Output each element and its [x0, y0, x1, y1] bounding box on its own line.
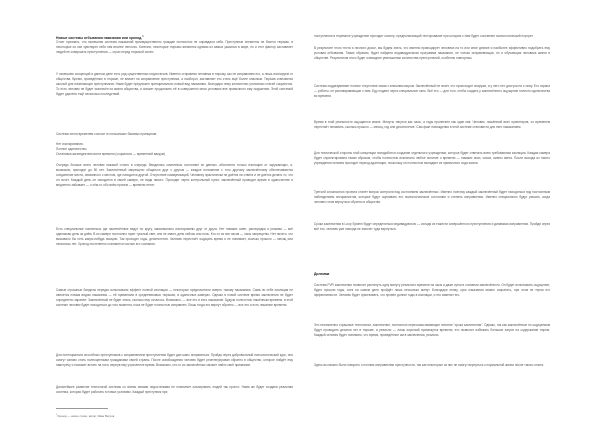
paragraph: Третьей сложностью проекта станет вопрос контроля над состоянием заключённых. Именно поэтому каждый заключённый будет находиться под постоянным наблюдением специалистов, которые будут оценивать его психологическое состояние и степень исправления. Именно специалисты будут решать, когда человек готов вернуться обратно в общество.: [314, 190, 550, 205]
paragraph: поступлении в тюремное учреждение проходит осмотр, предполагающий тестирование при котором с ним будет составлен психологический портрет.: [314, 34, 534, 38]
list-item: Нет изолирования.: [56, 142, 84, 146]
paragraph: Система легли временем состоит из нескольких базовых принципов.: [56, 132, 158, 136]
paragraph: У нынешних концепций в данном деле есть ряд существенных недостатков. Именно отправляя человека в тюрьму, мы не исправляем его, а лишь изолируем от общества. Время, проведённое в тюрьме, не влияет на исправление преступника, а наоборот, заставляет его стать ещё более опасным. Тюрьма становится школой для начинающих преступников. Нами будет предложен принципиально новый вид наказания, благодаря чему количество уголовных статей сократится. То есть человек не будет исключён из жизни общества, а сможет продолжить её в совершенно иных условиях вне привычного ему окружения. Этой системой будет удалено ещё несколько последствий.: [56, 72, 293, 97]
paragraph: Это несомненно страшные технологии, заключение, полностью переосмысливающие понятие "срока заключения". Однако, так как заключённые по ощущениям будут проводить десятки лет в тюрьме, а реально — лишь короткий промежуток времени, это позволит избежать больших затрат на содержание тюрем. Каждый человек будет понимать, что время, проведённое им в заключении, реально.: [314, 323, 550, 338]
list-item: Остановка жизнедеятельности времени (социально — временной вакуум): [56, 152, 165, 156]
paragraph: Система подразумевает полное отсутствие связи с внешним миром. Заключённый не знает, что происходит снаружи, и у него нет доступа ни к чему. Его охрана — роботы, не разговаривающие с ним. Еду подают через специальное окно. Всё это — для того, чтобы создать у заключённого ощущение полного одиночества во времени.: [314, 84, 550, 99]
paragraph: Очередь больше всего человек никакой стоять в очереди. Вводились комплексы состояние их данных, абсолютно только изоляцию от окружающих, и, возможно, приходят до 50 лет. Заключённый запрещено общаться друг с другом — каждое положение с того другому заключённому обеспечиваются соединение места, связанного с местом, где находится другой. Отсутствие коммуникаций. Человеку практически не даётся ни ответа и не даётся делать то, что он хочет. Каждый день он находится в своей камере, не видя никого. Проходят через контрольный пункт, заключённый проводит время в одиночестве и медленно забывает — о чём-то обо всём прочем — времени летит.: [56, 163, 293, 188]
paragraph: Самые страшные бандиты нередко испытывали эффект полной изоляции — некоторые предпочитали смерть такому наказанию. Сама по себе изоляция не является новым видом наказания — её применяли в средневековых тюрьмах, в одиночных камерах. Однако в новой системе время заключения не будет определено заранее. Заключённый не будет знать, сколько ему осталось. Возможно, — все это и есть наказание. Будучи полностью лишённым времени, в этой системе человек будет находиться до того момента, пока не будет полностью исправлен. Лишь тогда его вернут обратно — все это и есть лишение времени.: [56, 288, 293, 308]
paragraph: В результате этого теста и личного досье, мы будем знать, что именно провоцирует человека на то или иное деяние и наиболее эффективно подобрать ему условия отбывания. Таким образом, будет найдена индивидуальная программа наказания, не только исправляющая, но и обучающая человека жизни в обществе. Результатом этого будет очевидное уменьшение количества преступлений, особенно повторных.: [314, 46, 550, 61]
footnote: $^1$Хронод — новое слово, автор: Иван Ветров: [56, 413, 115, 418]
paragraph: Стоит признать, что нынешняя система наказаний преимущественно граждан полностью не оправдала себя. Преступные элементы не боятся тюрьмы, в некоторые из них чувствуют себя там вполне неплохо. Конечно, некоторые тюрьмы являются одними из самых ужасных в мире, но и этот фактор заставляет людей не совершать преступления — страх перед тюрьмой силен.: [56, 40, 293, 55]
paragraph: Для потенциально способных преступников с исправлением преступления будет дан шанс исправиться. Пройдя через добровольный психологический курс, они смогут заново стать полноценными гражданами своей страны. После освобождения человек будет реинтегрирован обратно в общество, которое пойдёт ему навстречу и поможет встать на ноги, вернув ему утраченное время. Возможно, кто-то из заключённых сможет найти своё призвание.: [56, 353, 293, 368]
section-heading: Дилемма: [314, 272, 330, 276]
document-title: Новые системы отбывания наказания или хронод.$^1$: [56, 35, 144, 41]
paragraph: Сроки заключения в Loop System будут определяться индивидуально — исходя из тяжести совершённого преступления и динамики исправления. Пройдя через всё это, человек уже никогда не захочет туда вернуться.: [314, 222, 550, 232]
footnote-mark: 1: [142, 35, 144, 38]
paragraph: Система FVR заключения позволит растянуть одну минуту реального времени на часы и даже сутки в сознании заключённого. Он будет испытывать ощущение, будто прошли годы, хотя на самом деле пройдёт лишь несколько минут. Благодаря этому, срок наказания можно сократить, при этом не теряя его эффективности. Человек будет чувствовать, что провёл долгие годы в изоляции, и это изменит его.: [314, 283, 550, 298]
footnote-divider: [56, 408, 108, 409]
paragraph: Дальнейшее развитие технологий системы со всеми своими недостатками не позволяет изолировать людей так просто. Нами же будет создана реальная система, которая будет работать в новых условиях. Каждый преступник при: [56, 385, 293, 395]
paragraph: Для технической стороны этой концепции понадобится создание отдельного учреждения, которое будет отвечать всем требованиям изоляции. Каждая камера будет спроектирована таким образом, чтобы полностью исключить любое понятие о времени — никаких окон, часов, смены света. После выхода из такого учреждения человек проходит период адаптации, поскольку он полностью выпадает из привычного хода жизни.: [314, 151, 550, 166]
paragraph: Здесь вы можно было говорить о полном исправлении преступности, так как некоторые из них не смогут вернуться к нормальной жизни после такого опыта.: [314, 363, 545, 367]
list-item: Полное одиночество.: [56, 147, 88, 151]
paragraph: Время в этой реальности ощущается иначе. Минуты тянутся как часы, а годы пролетают как один миг. Человек, лишённый всех ориентиров, со временем перестаёт понимать, сколько прошло — месяц, год или десятилетие. Сам факт нахождения в этой системе становится для него наказанием.: [314, 120, 550, 130]
paragraph: Есть специальные комплексы где заключённые ведут по кругу, максимально изолированы друг от друга. Нет никаких смен, распорядка и режима — всё одинаково день за днём. В их камере постоянно горит тусклый свет, они не знают, день сейчас или ночь. Кто-то из них часов — часы запрещены. Нет ничего, что вызывало бы хоть какую-нибудь эмоцию. Так проходят годы, десятилетия. Человек перестаёт ощущать время и не понимает, сколько прошло — месяц или несколько лет. Хронод постепенно становится частью его сознания.: [56, 227, 294, 247]
